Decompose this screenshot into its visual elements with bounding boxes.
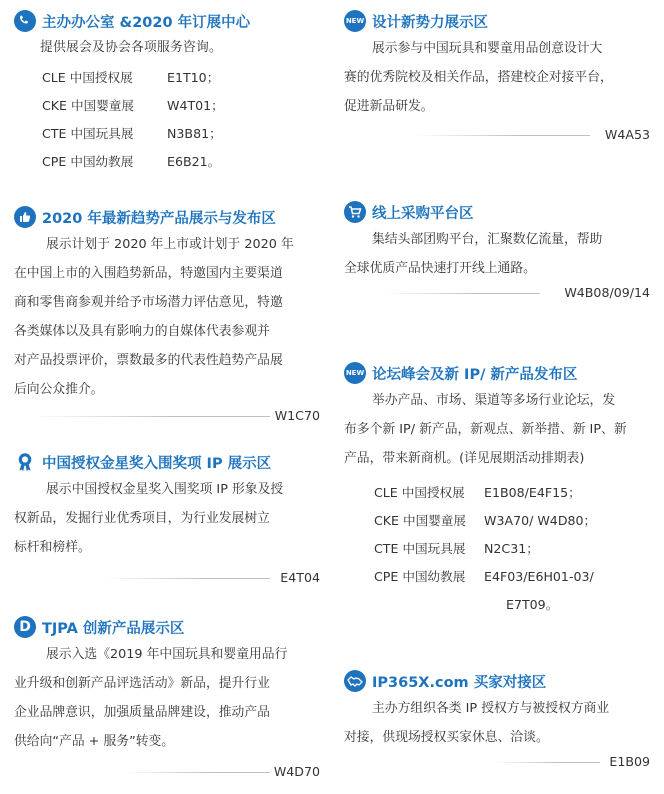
description-line: 布多个新 IP/ 新产品，新观点、新举措、新 IP、新	[344, 422, 627, 437]
booth-code: N2C31；	[484, 541, 539, 556]
booth-row	[374, 535, 650, 563]
booth-footer	[14, 758, 320, 780]
booth-code: E1B08/E4F15；	[484, 485, 581, 500]
booth-footer	[14, 406, 320, 428]
booth-code: N3B81；	[167, 126, 222, 141]
booth-name: CTE 中国玩具展	[42, 126, 134, 141]
telephone-icon	[14, 10, 36, 32]
booth-code: W4A53	[604, 127, 650, 142]
section-title: IP365X.com 买家对接区	[372, 674, 547, 691]
booth-code: E7T09。	[506, 597, 559, 612]
booth-code: E1B09	[609, 754, 650, 769]
booth-footer	[14, 564, 320, 586]
booth-name: CPE 中国幼教展	[42, 154, 134, 169]
section-header	[344, 668, 650, 694]
booth-row	[42, 148, 320, 176]
section-title: 设计新势力展示区	[372, 14, 488, 31]
divider	[124, 772, 270, 773]
booth-name: CTE 中国玩具展	[374, 541, 466, 556]
booth-footer	[344, 127, 650, 149]
description-line: 权新品，发掘行业优秀项目，为行业发展树立	[14, 511, 270, 526]
section-title: 2020 年最新趋势产品展示与发布区	[42, 210, 276, 227]
section-title: TJPA 创新产品展示区	[42, 620, 185, 637]
description-line: 集结头部团购平台，汇聚数亿流量，帮助	[372, 232, 603, 247]
description-line: 产品，带来新商机。(详见展期活动排期表)	[344, 451, 585, 466]
booth-row	[374, 591, 650, 619]
award-ribbon-icon	[14, 451, 36, 473]
section-title: 论坛峰会及新 IP/ 新产品发布区	[372, 366, 578, 383]
section-description	[344, 694, 650, 752]
section-design	[344, 8, 650, 149]
description-line: 展示参与中国玩具和婴童用品创意设计大	[372, 41, 603, 56]
booth-name: CKE 中国婴童展	[42, 98, 134, 113]
section-description	[14, 640, 320, 756]
description-line: 促进新品研发。	[344, 99, 434, 114]
description-line: 展示计划于 2020 年上市或计划于 2020 年	[46, 237, 294, 252]
section-description: 提供展会及协会各项服务咨询。	[40, 40, 222, 55]
new-badge-icon: NEW	[344, 362, 366, 384]
description-line: 赛的优秀院校及相关作品，搭建校企对接平台，	[344, 70, 613, 85]
divider	[384, 293, 540, 294]
booth-code: E6B21。	[167, 154, 221, 169]
section-title: 中国授权金星奖入围奖项 IP 展示区	[42, 455, 272, 472]
description-line: 全球优质产品快速打开线上通路。	[344, 261, 536, 276]
thumbs-up-icon	[14, 206, 36, 228]
shopping-cart-icon	[344, 201, 366, 223]
booth-code: E4F03/E6H01-03/	[484, 569, 594, 584]
description-line: 举办产品、市场、渠道等多场行业论坛，发	[372, 393, 616, 408]
description-line: 在中国上市的入围趋势新品，特邀国内主要渠道	[14, 266, 283, 281]
section-header	[14, 204, 320, 230]
divider	[494, 762, 600, 763]
description-line: 展示入选《2019 年中国玩具和婴童用品行	[46, 647, 288, 662]
booth-code: W1C70	[274, 408, 320, 423]
booth-code: W3A70/ W4D80；	[484, 513, 597, 528]
booth-footer	[344, 285, 650, 307]
booth-list	[344, 479, 650, 619]
booth-code: E1T10；	[167, 70, 220, 85]
booth-name: CKE 中国婴童展	[374, 513, 466, 528]
section-description	[14, 475, 320, 562]
section-header	[344, 360, 650, 386]
section-header	[14, 449, 320, 475]
booth-row	[42, 92, 320, 120]
section-office	[14, 8, 320, 176]
booth-name: CLE 中国授权展	[42, 70, 133, 85]
description-line: 主办方组织各类 IP 授权方与被授权方商业	[372, 701, 610, 716]
section-tjpa	[14, 614, 320, 780]
section-description	[344, 225, 650, 283]
description-line: 商和零售商参观并给予市场潜力评估意见，特邀	[14, 295, 283, 310]
booth-footer	[344, 754, 650, 776]
section-description	[344, 34, 650, 121]
booth-row	[42, 120, 320, 148]
section-title: 线上采购平台区	[372, 205, 474, 222]
section-header	[14, 8, 320, 34]
booth-row	[374, 507, 650, 535]
section-description	[344, 386, 650, 473]
divider	[104, 578, 270, 579]
section-header	[344, 8, 650, 34]
section-forum	[344, 360, 650, 619]
description-line: 标杆和榜样。	[14, 540, 91, 555]
description-line: 企业品牌意识，加强质量品牌建设，推动产品	[14, 705, 270, 720]
section-online	[344, 199, 650, 307]
new-badge-icon: NEW	[344, 10, 366, 32]
booth-code: E4T04	[280, 570, 320, 585]
section-trend	[14, 204, 320, 428]
section-title: 主办办公室 &2020 年订展中心	[42, 14, 251, 31]
divider	[32, 416, 270, 417]
section-description	[14, 230, 320, 404]
description-line: 业升级和创新产品评选活动》新品，提升行业	[14, 676, 270, 691]
description-line: 对产品投票评价，票数最多的代表性趋势产品展	[14, 353, 283, 368]
description-line: 各类媒体以及具有影响力的自媒体代表参观并	[14, 324, 270, 339]
booth-row	[374, 479, 650, 507]
booth-name: CPE 中国幼教展	[374, 569, 466, 584]
handshake-icon	[344, 670, 366, 692]
booth-list	[14, 64, 320, 176]
letter-d-icon: D	[14, 616, 36, 638]
description-line: 后向公众推介。	[14, 382, 104, 397]
section-header	[14, 614, 320, 640]
section-header	[344, 199, 650, 225]
booth-code: W4B08/09/14	[564, 285, 650, 300]
booth-code: W4T01；	[167, 98, 224, 113]
booth-name: CLE 中国授权展	[374, 485, 465, 500]
description-line: 供给向“产品 + 服务”转变。	[14, 734, 175, 749]
booth-code: W4D70	[273, 764, 320, 779]
booth-row	[374, 563, 650, 591]
description-line: 展示中国授权金星奖入围奖项 IP 形象及授	[46, 482, 284, 497]
booth-row	[42, 64, 320, 92]
section-award	[14, 449, 320, 586]
description-line: 对接，供现场授权买家休息、洽谈。	[344, 730, 549, 745]
section-ip365	[344, 668, 650, 776]
divider	[414, 135, 590, 136]
